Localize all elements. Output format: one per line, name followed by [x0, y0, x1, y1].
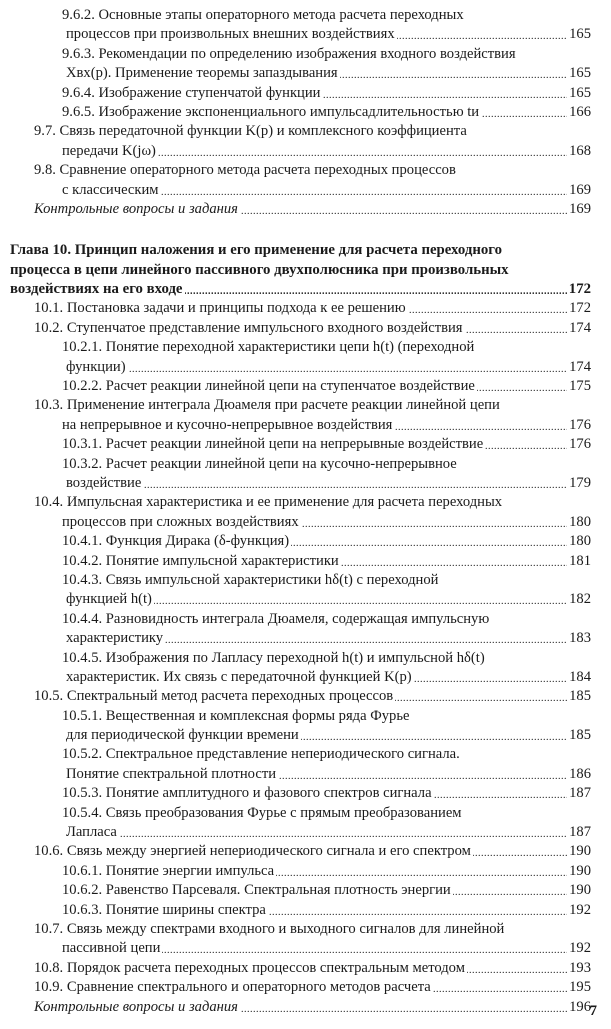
toc-entry [0, 939, 611, 958]
toc-entry-title: 9.7. Связь передаточной функции K(p) и комплексного коэффициента [34, 122, 469, 141]
toc-entry-title: 10.2.1. Понятие переходной характеристики цепи h(t) (переходной [62, 338, 476, 357]
toc-entry [0, 707, 611, 726]
toc-entry-title: для периодической функции времени [66, 726, 301, 745]
toc-entry [0, 261, 611, 280]
toc-entry-title: 10.3. Применение интеграла Дюамеля при расчете реакции линейной цепи [34, 396, 502, 415]
toc-entry-title: 10.9. Сравнение спектрального и операторного методов расчета [34, 978, 433, 997]
toc-entry [0, 416, 611, 435]
toc-entry [0, 862, 611, 881]
toc-entry-page: 165 [567, 64, 591, 83]
toc-entry [0, 25, 611, 44]
toc-entry-page: 195 [567, 978, 591, 997]
toc-entry [0, 455, 611, 474]
toc-entry [0, 745, 611, 764]
toc-entry [0, 978, 611, 997]
toc-entry [0, 610, 611, 629]
toc-entry-page: 192 [567, 901, 591, 920]
toc-entry-title: Контрольные вопросы и задания [34, 998, 240, 1017]
toc-entry [0, 474, 611, 493]
toc-entry-title: передачи K(jω) [62, 142, 158, 161]
toc-entry-title: Лапласа [66, 823, 119, 842]
toc-entry-title: 10.6.1. Понятие энергии импульса [62, 862, 276, 881]
toc-entry-title: Xвх(p). Применение теоремы запаздывания [66, 64, 340, 83]
toc-entry [0, 804, 611, 823]
toc-entry-page: 190 [567, 862, 591, 881]
toc-entry [0, 6, 611, 25]
page-number: 7 [589, 1003, 597, 1019]
toc-entry-page: 166 [567, 103, 591, 122]
toc-entry-title: 9.6.2. Основные этапы операторного метода расчета переходных [62, 6, 466, 25]
toc-entry-title: на непрерывное и кусочно-непрерывное воздействия [62, 416, 394, 435]
toc-entry-title: 10.5. Спектральный метод расчета переходных процессов [34, 687, 395, 706]
toc-entry [0, 435, 611, 454]
toc-entry-title: характеристик. Их связь с передаточной функцией K(p) [66, 668, 414, 687]
toc-entry [0, 959, 611, 978]
toc-entry-title: 10.4. Импульсная характеристика и ее применение для расчета переходных [34, 493, 504, 512]
toc-entry [0, 299, 611, 318]
dot-leader [66, 358, 591, 377]
toc-entry-title: 10.4.4. Разновидность интеграла Дюамеля, содержащая импульсную [62, 610, 491, 629]
toc-entry [0, 901, 611, 920]
toc-entry-title: воздействие [66, 474, 143, 493]
dot-leader [66, 474, 591, 493]
toc-entry-page: 180 [567, 513, 591, 532]
toc-entry [0, 881, 611, 900]
toc-entry [0, 552, 611, 571]
toc-entry [0, 532, 611, 551]
toc-entry-title: характеристику [66, 629, 165, 648]
toc-entry-title: 10.5.4. Связь преобразования Фурье с прямым преобразованием [62, 804, 464, 823]
toc-entry-title: 10.4.2. Понятие импульсной характеристики [62, 552, 341, 571]
toc-entry-page: 175 [567, 377, 591, 396]
toc-entry-page: 169 [567, 181, 591, 200]
toc-entry-title: 9.6.5. Изображение экспоненциального импульсадлительностью tи [62, 103, 481, 122]
toc-entry-page: 183 [567, 629, 591, 648]
toc-entry-title: 10.5.3. Понятие амплитудного и фазового спектров сигнала [62, 784, 434, 803]
toc-entry-page: 176 [567, 416, 591, 435]
toc-entry [0, 200, 611, 219]
toc-entry [0, 181, 611, 200]
toc-entry-page: 193 [567, 959, 591, 978]
toc-entry-title: процесса в цепи линейного пассивного двухполюсника при произвольных [10, 261, 509, 278]
toc-entry [0, 280, 611, 299]
toc-entry-title: Понятие спектральной плотности [66, 765, 278, 784]
toc-entry [0, 629, 611, 648]
toc-entry [0, 784, 611, 803]
toc-entry-title: 10.6. Связь между энергией непериодического сигнала и его спектром [34, 842, 473, 861]
toc-entry-title: Контрольные вопросы и задания [34, 200, 240, 219]
toc-entry-page: 182 [567, 590, 591, 609]
toc-entry-title: 10.2.2. Расчет реакции линейной цепи на ступенчатое воздействие [62, 377, 477, 396]
toc-entry [0, 726, 611, 745]
toc-entry [0, 513, 611, 532]
toc-entry-page: 190 [567, 842, 591, 861]
toc-entry-title: 10.6.2. Равенство Парсеваля. Спектральная плотность энергии [62, 881, 453, 900]
toc-entry-page: 165 [567, 25, 591, 44]
toc-entry [0, 161, 611, 180]
toc-entry [0, 396, 611, 415]
toc-entry [0, 649, 611, 668]
toc-entry [0, 338, 611, 357]
toc-entry [0, 122, 611, 141]
toc-entry-title: 10.6.3. Понятие ширины спектра [62, 901, 268, 920]
toc-entry-title: 10.4.1. Функция Дирака (δ-функция) [62, 532, 291, 551]
toc-entry [0, 765, 611, 784]
toc-entry-title: 9.6.4. Изображение ступенчатой функции [62, 84, 322, 103]
toc-entry-title: 10.2. Ступенчатое представление импульсного входного воздействия [34, 319, 465, 338]
toc-entry-page: 185 [567, 726, 591, 745]
toc-entry-title: 9.8. Сравнение операторного метода расчета переходных процессов [34, 161, 458, 180]
toc-entry-page: 192 [567, 939, 591, 958]
toc-entry [0, 358, 611, 377]
toc-entry-title: процессов при сложных воздействиях [62, 513, 301, 532]
toc-entry-page: 180 [567, 532, 591, 551]
toc-entry [0, 493, 611, 512]
toc-entry-title: 10.4.5. Изображения по Лапласу переходной h(t) и импульсной hδ(t) [62, 649, 487, 668]
toc-entry-page: 174 [567, 358, 591, 377]
table-of-contents [0, 6, 611, 1017]
toc-entry-page: 181 [567, 552, 591, 571]
toc-entry [0, 998, 611, 1017]
toc-entry-title: 10.3.2. Расчет реакции линейной цепи на кусочно-непрерывное [62, 455, 459, 474]
toc-entry-page: 184 [567, 668, 591, 687]
toc-entry-page: 185 [567, 687, 591, 706]
toc-entry [0, 687, 611, 706]
toc-entry [0, 45, 611, 64]
toc-entry-title: 10.5.1. Вещественная и комплексная формы ряда Фурье [62, 707, 412, 726]
toc-entry [0, 377, 611, 396]
toc-entry [0, 319, 611, 338]
toc-entry-title: функцией h(t) [66, 590, 154, 609]
toc-entry-page: 174 [567, 319, 591, 338]
toc-entry-page: 179 [567, 474, 591, 493]
toc-entry-title: Глава 10. Принцип наложения и его применение для расчета переходного [10, 242, 503, 259]
toc-entry [0, 668, 611, 687]
toc-entry-page: 169 [567, 200, 591, 219]
toc-entry-title: с классическим [62, 181, 161, 200]
toc-entry-page: 190 [567, 881, 591, 900]
toc-entry-title: 10.7. Связь между спектрами входного и выходного сигналов для линейной [34, 920, 506, 939]
toc-entry-page: 187 [567, 784, 591, 803]
toc-entry-page: 187 [567, 823, 591, 842]
toc-entry-page: 176 [567, 435, 591, 454]
toc-gap [0, 219, 611, 241]
toc-entry-title: 9.6.3. Рекомендации по определению изображения входного воздействия [62, 45, 518, 64]
toc-entry-title: функции) [66, 358, 128, 377]
toc-entry-title: пассивной цепи [62, 939, 162, 958]
toc-entry-page: 172 [567, 280, 591, 299]
toc-entry-title: 10.3.1. Расчет реакции линейной цепи на непрерывные воздействие [62, 435, 485, 454]
toc-entry-page: 186 [567, 765, 591, 784]
toc-entry [0, 842, 611, 861]
toc-entry-title: 10.4.3. Связь импульсной характеристики hδ(t) с переходной [62, 571, 440, 590]
toc-entry [0, 142, 611, 161]
dot-leader [66, 823, 591, 842]
toc-entry-title: воздействиях на его входе [10, 280, 185, 299]
toc-entry-page: 172 [567, 299, 591, 318]
toc-entry-title: 10.1. Постановка задачи и принципы подхода к ее решению [34, 299, 408, 318]
toc-entry-title: 10.8. Порядок расчета переходных процессов спектральным методом [34, 959, 467, 978]
toc-entry-title: 10.5.2. Спектральное представление непериодического сигнала. [62, 745, 462, 764]
toc-entry-page: 196 [567, 998, 591, 1017]
toc-entry-page: 165 [567, 84, 591, 103]
toc-entry-title: процессов при произвольных внешних воздействиях [66, 25, 397, 44]
toc-entry [0, 64, 611, 83]
toc-entry [0, 241, 611, 260]
toc-entry [0, 590, 611, 609]
toc-entry [0, 571, 611, 590]
toc-entry [0, 84, 611, 103]
toc-entry [0, 103, 611, 122]
toc-entry [0, 823, 611, 842]
toc-entry-page: 168 [567, 142, 591, 161]
toc-entry [0, 920, 611, 939]
